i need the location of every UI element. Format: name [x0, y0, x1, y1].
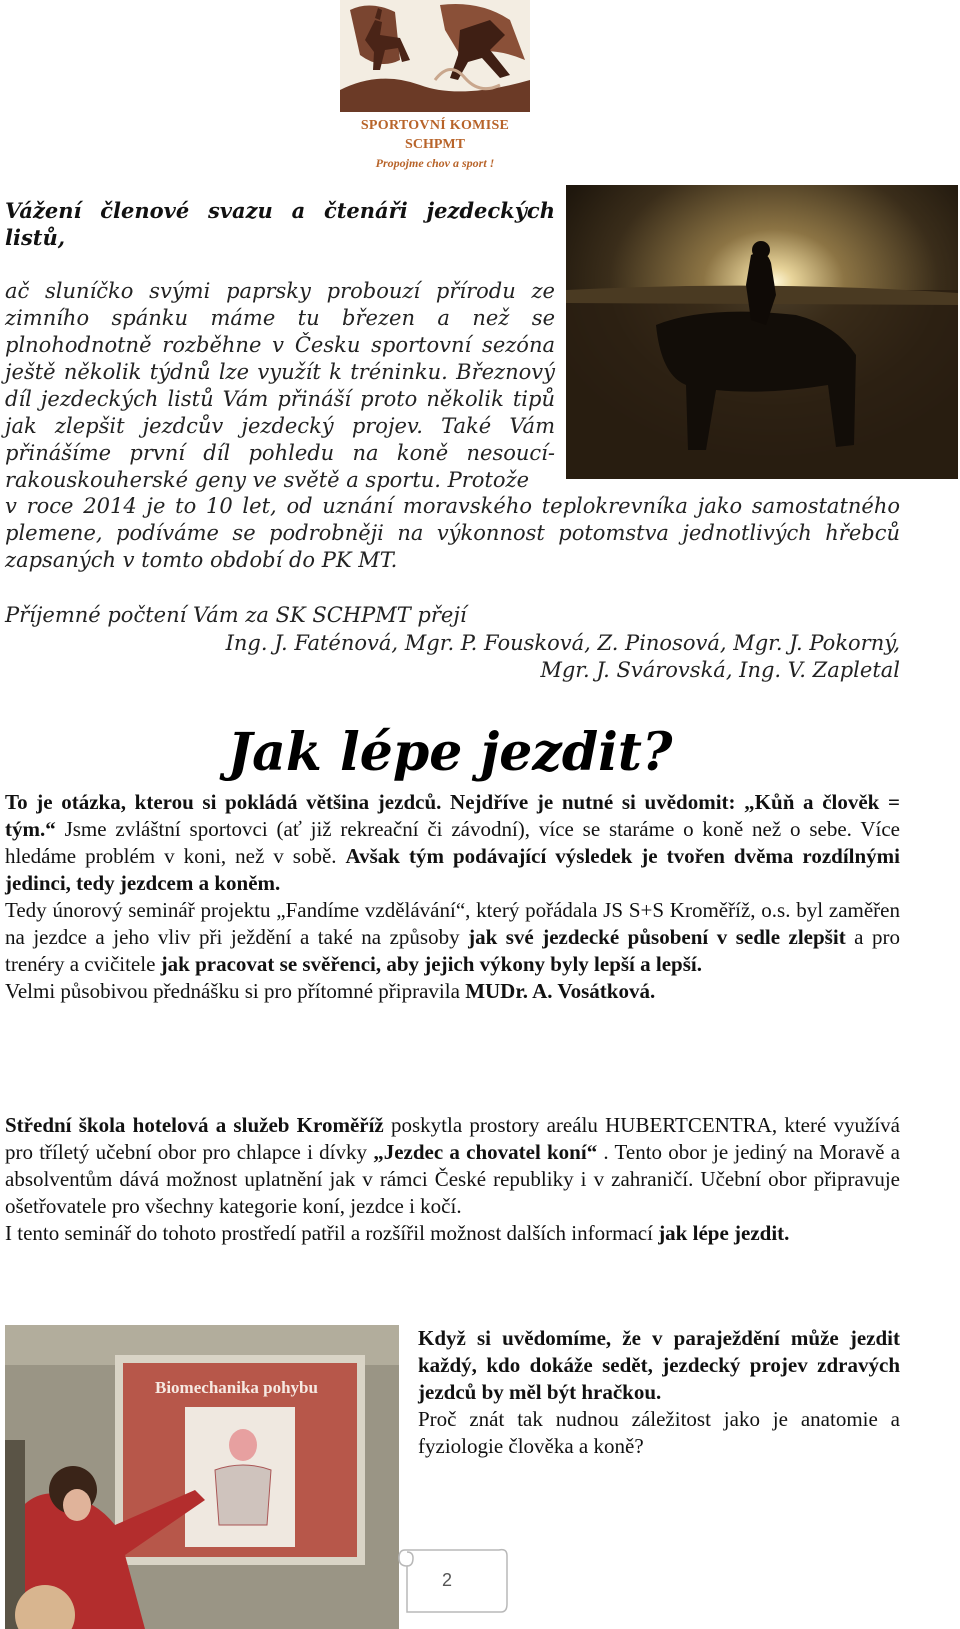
- bold-text: jak své jezdecké působení v sedle zlepšit: [468, 925, 846, 949]
- article-body-2: [5, 1112, 900, 1247]
- article-paragraph: [5, 897, 900, 978]
- signatures-line-1: Ing. J. Faténová, Mgr. P. Fousková, Z. Pinosová, Mgr. J. Pokorný,: [225, 631, 900, 655]
- article-heading: Jak lépe jezdit?: [227, 722, 673, 783]
- logo-subtitle: SCHPMT: [405, 137, 465, 152]
- article-paragraph: [5, 1220, 900, 1247]
- closing-line: Příjemné počtení Vám za SK SCHPMT přejí: [5, 603, 467, 627]
- article-paragraph: [5, 1112, 900, 1220]
- bold-text: Střední škola hotelová a služeb Kroměříž: [5, 1113, 384, 1137]
- side-bold-paragraph: Když si uvědomíme, že v paraježdění může jezdit každý, kdo dokáže sedět, jezdecký projev zdravých jezdců by měl být hračkou.: [418, 1326, 900, 1404]
- intro-paragraph-continued: v roce 2014 je to 10 let, od uznání moravského teplokrevníka jako samostatného plemene, podíváme se podrobněji na výkonnost potomstva jednotlivých hřebců zapsaných v tomto období do PK MT.: [5, 494, 900, 572]
- text: I tento seminář do tohoto prostředí patřil a rozšířil možnost dalších informací: [5, 1221, 659, 1245]
- bold-text: „Jezdec a chovatel koní“: [373, 1140, 598, 1164]
- page-number: 2: [441, 1570, 452, 1590]
- logo: [340, 0, 530, 175]
- greeting: Vážení členové svazu a čtenáři jezdeckých listů,: [5, 198, 555, 250]
- bold-text: Avšak tým podávající výsledek je tvořen dvěma rozdílnými jedinci, tedy jezdcem a koněm.: [5, 844, 901, 895]
- bold-text: MUDr. A. Vosátková.: [465, 979, 656, 1003]
- signatures-line-2: Mgr. J. Svárovská, Ing. V. Zapletal: [540, 658, 900, 682]
- text: Velmi působivou přednášku si pro přítomné připravila: [5, 979, 466, 1003]
- text: Tedy únorový seminář projektu „Fandíme vzdělávání“, který pořádala JS S+S Kroměříž, o.s. byl zaměřen na jezdce a jeho vliv při ježdění a také na způsoby: [5, 898, 900, 949]
- page-number-scroll: [397, 1540, 509, 1620]
- bold-text: jak lépe jezdit.: [658, 1221, 790, 1245]
- intro-letter: [5, 197, 555, 494]
- intro-paragraph: ač sluníčko svými paprsky probouzí přírodu ze zimního spánku máme tu březen a než se plnohodnotně rozběhne v Česku sportovní sezóna ještě několik týdnů lze využít k tréninku. Březnový díl jezdeckých listů Vám přináší proto několik tipů jak zlepšit jezdcův jezdecký projev. Také Vám přinášíme první díl pohledu na koně nesoucí-rakouskouherské geny ve světě a sportu. Protože: [5, 279, 555, 492]
- rider-sunset-photo: [566, 185, 958, 479]
- text: . Tento obor je jediný na Moravě a absolventům dává možnost uplatnění jak v rámci České republiky i v zahraničí. Učební obor připravuje ošetřovatele pro všechny kategorie koní, jezdce i kočí.: [5, 1140, 900, 1218]
- bold-text: To je otázka, kterou si pokládá většina jezdců. Nejdříve je nutné si uvědomit: „Kůň a člověk = tým.“: [5, 790, 900, 841]
- slide-title: Biomechanika pohybu: [155, 1378, 318, 1397]
- article-body-1: [5, 789, 900, 1005]
- bold-text: jak pracovat se svěřenci, aby jejich výkony byly lepší a lepší.: [160, 952, 702, 976]
- sidebar-text: [418, 1325, 900, 1460]
- logo-tagline: Propojme chov a sport !: [375, 156, 495, 170]
- article-paragraph: [5, 978, 900, 1005]
- side-paragraph: Proč znát tak nudnou záležitost jako je anatomie a fyziologie člověka a koně?: [418, 1407, 900, 1458]
- logo-title: SPORTOVNÍ KOMISE: [360, 118, 510, 133]
- article-paragraph: [5, 789, 900, 897]
- text: poskytla prostory areálu HUBERTCENTRA, které využívá pro tříletý učební obor pro chlapce i dívky: [5, 1113, 901, 1164]
- text: a pro trenéry a cvičitele: [5, 925, 900, 976]
- text: Jsme zvláštní sportovci (ať již rekreační či závodní), více se staráme o koně než o sebe. Více hledáme problém v koni, než v sobě.: [5, 817, 900, 868]
- seminar-photo: [5, 1325, 399, 1629]
- logo-horse-illustration: [340, 0, 530, 112]
